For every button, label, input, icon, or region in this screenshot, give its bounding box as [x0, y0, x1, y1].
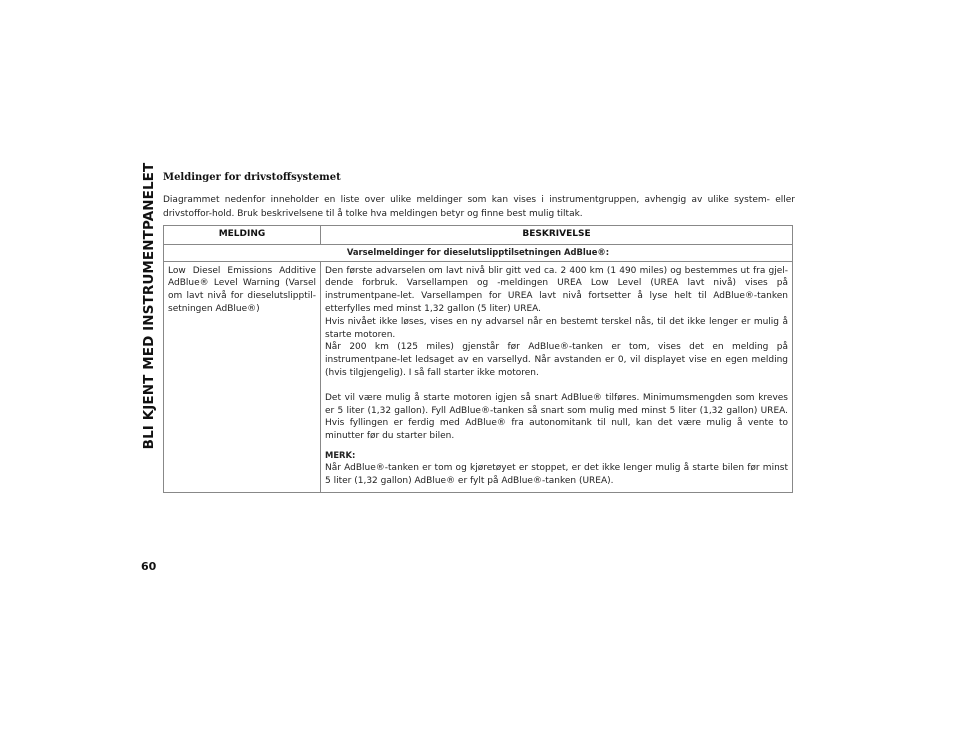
column-header-description: BESKRIVELSE	[321, 226, 793, 245]
description-paragraph: Hvis nivået ikke løses, vises en ny advarsel når en bestemt terskel nås, til det ikke lenger er mulig å starte motoren.	[325, 316, 788, 340]
table-header-row	[164, 226, 793, 245]
table-subheader: Varselmeldinger for dieselutslipptilsetningen AdBlue®:	[164, 244, 793, 261]
table-subheader-row	[164, 244, 793, 261]
page-number: 60	[141, 560, 157, 573]
intro-paragraph: Diagrammet nedenfor inneholder en liste over ulike meldinger som kan vises i instrumentgruppen, avhengig av ulike system- eller drivstoffor-hold. Bruk beskrivelsene til å tolke hva meldingen betyr og finne best mulig tiltak.	[163, 195, 795, 219]
table-row	[164, 261, 793, 493]
description-cell	[321, 261, 793, 493]
section-side-tab	[141, 162, 157, 450]
note-text: Når AdBlue®-tanken er tom og kjøretøyet er stoppet, er det ikke lenger mulig å starte bilen før minst 5 liter (1,32 gallon) AdBlue® er fylt på AdBlue®-tanken (UREA).	[325, 462, 788, 486]
messages-table	[163, 225, 793, 493]
column-header-message: MELDING	[164, 226, 321, 245]
description-paragraph: Det vil være mulig å starte motoren igjen så snart AdBlue® tilføres. Minimumsmengden som kreves er 5 liter (1,32 gallon). Fyll AdBlue®-tanken så snart som mulig med minst 5 liter (1,32 gallon) UREA. Hvis fyllingen er ferdig med AdBlue® fra autonomitank til null, kan det være mulig å vente to minutter før du starter bilen.	[325, 392, 788, 442]
description-paragraph: Når 200 km (125 miles) gjenstår før AdBlue®-tanken er tom, vises det en melding på instrumentpane-let ledsaget av en varsellyd. Når avstanden er 0, vil displayet vise en egen melding (hvis tilgjengelig). I så fall starter ikke motoren.	[325, 342, 788, 378]
description-paragraph: Den første advarselen om lavt nivå blir gitt ved ca. 2 400 km (1 490 miles) og bestemmes ut fra gjel-dende forbruk. Varsellampen og -meldingen UREA Low Level (UREA lavt nivå) vises på instrumentpane-let. Varsellampen for UREA lavt nivå fortsetter å lyse helt til AdBlue®-tanken etterfylles med minst 1,32 gallon (5 liter) UREA.	[325, 265, 788, 314]
note-title: MERK:	[325, 449, 356, 460]
message-cell: Low Diesel Emissions Additive AdBlue® Level Warning (Varsel om lavt nivå for dieselutslipptil-setningen AdBlue®)	[164, 261, 321, 493]
side-tab-label: BLI KJENT MED INSTRUMENTPANELET	[141, 162, 157, 450]
section-heading: Meldinger for drivstoffsystemet	[163, 172, 341, 183]
